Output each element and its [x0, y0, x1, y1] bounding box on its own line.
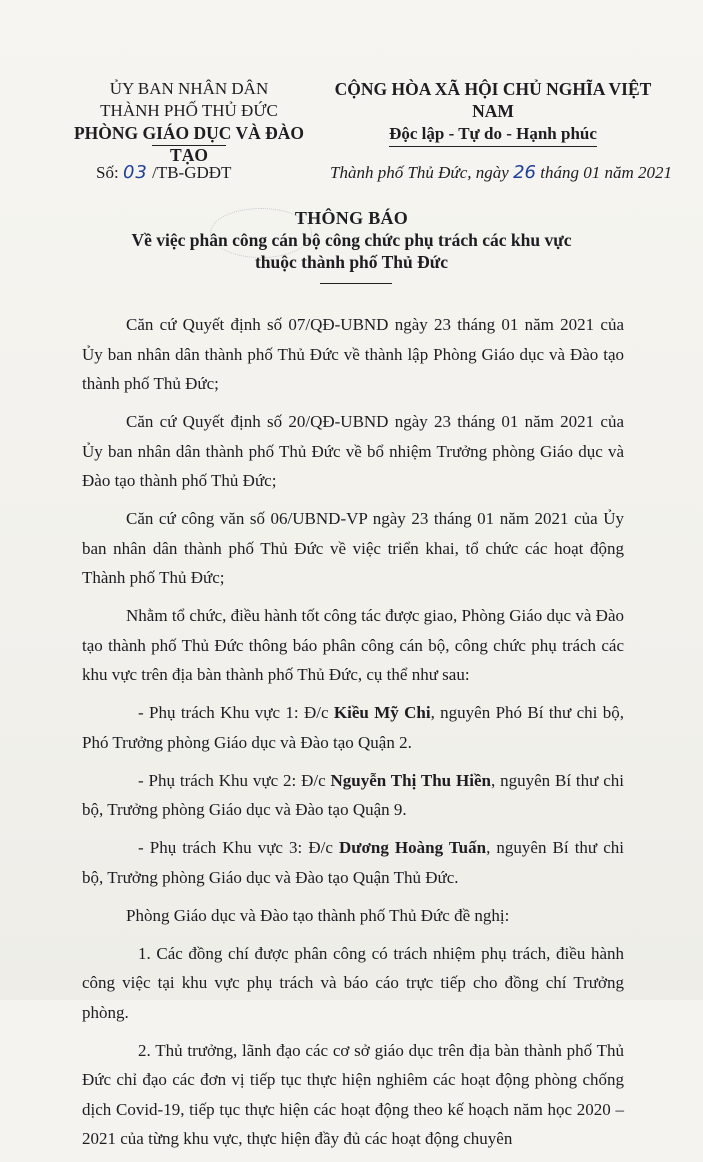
- document-title: [0, 207, 703, 273]
- agency-line-1: ỦY BAN NHÂN DÂN: [109, 79, 269, 98]
- document-number: [96, 162, 231, 183]
- request-item-1: 1. Các đồng chí được phân công có trách nhiệm phụ trách, điều hành công việc tại khu vực phụ trách và báo cáo trực tiếp cho đồng chí Trưởng phòng.: [82, 943, 624, 1022]
- document-date: [330, 162, 672, 183]
- agency-line-3: PHÒNG GIÁO DỤC VÀ ĐÀO TẠO: [73, 123, 305, 165]
- national-motto: Độc lập - Tự do - Hạnh phúc: [389, 123, 597, 147]
- paragraph-basis-2: Căn cứ Quyết định số 20/QĐ-UBND ngày 23 tháng 01 năm 2021 của Ủy ban nhân dân thành phố Thủ Đức về bổ nhiệm Trưởng phòng Giáo dục và Đào tạo thành phố Thủ Đức;: [82, 412, 624, 490]
- paragraph-purpose: Nhằm tổ chức, điều hành tốt công tác được giao, Phòng Giáo dục và Đào tạo thành phố Thủ Đức thông báo phân công cán bộ, công chức phụ trách các khu vực trên địa bàn thành phố Thủ Đức, cụ thể như sau:: [82, 606, 624, 684]
- date-day-handwritten: 26: [513, 162, 536, 183]
- title-line-3: thuộc thành phố Thủ Đức: [254, 252, 449, 272]
- national-header: [318, 78, 668, 147]
- assignment-2-prefix: - Phụ trách Khu vực 2: Đ/c: [138, 770, 331, 790]
- assignment-2-detail: , nguyên Bí thư chi bộ, Trưởng phòng Giáo dục và Đào tạo Quận 9.: [82, 770, 624, 819]
- title-line-1: THÔNG BÁO: [294, 208, 409, 228]
- assignment-3-detail: , nguyên Bí thư chi bộ, Trưởng phòng Giáo dục và Đào tạo Quận Thủ Đức.: [82, 838, 624, 887]
- number-prefix: Số:: [96, 163, 123, 182]
- title-line-2: Về việc phân công cán bộ công chức phụ trách các khu vực: [131, 230, 572, 250]
- assignee-1-name: Kiều Mỹ Chi: [333, 703, 431, 722]
- assignee-3-name: Dương Hoàng Tuấn: [339, 838, 487, 857]
- agency-line-2: THÀNH PHỐ THỦ ĐỨC: [100, 101, 278, 120]
- paragraph-basis-3: Căn cứ công văn số 06/UBND-VP ngày 23 tháng 01 năm 2021 của Ủy ban nhân dân thành phố Thủ Đức về việc triển khai, tổ chức các hoạt động Thành phố Thủ Đức;: [82, 509, 624, 587]
- issuing-agency-header: [58, 78, 320, 166]
- date-part-2: tháng 01 năm 2021: [535, 163, 672, 182]
- document-body: [82, 310, 624, 1162]
- paragraph-basis-1: Căn cứ Quyết định số 07/QĐ-UBND ngày 23 tháng 01 năm 2021 của Ủy ban nhân dân thành phố Thủ Đức về thành lập Phòng Giáo dục và Đào tạo thành phố Thủ Đức;: [82, 315, 624, 393]
- assignment-area-3: [82, 833, 624, 892]
- title-underline: [320, 283, 392, 284]
- assignment-3-prefix: - Phụ trách Khu vực 3: Đ/c: [138, 838, 339, 857]
- assignee-2-name: Nguyễn Thị Thu Hiền: [330, 770, 491, 790]
- assignment-1-detail: , nguyên Phó Bí thư chi bộ, Phó Trưởng phòng Giáo dục và Đào tạo Quận 2.: [82, 703, 624, 752]
- assignment-1-prefix: - Phụ trách Khu vực 1: Đ/c: [138, 703, 334, 722]
- request-item-2: 2. Thủ trưởng, lãnh đạo các cơ sở giáo dục trên địa bàn thành phố Thủ Đức chỉ đạo các đơn vị tiếp tục thực hiện nghiêm các hoạt động phòng chống dịch Covid-19, tiếp tục thực hiện các hoạt động theo kế hoạch năm học 2020 – 2021 của từng khu vực, thực hiện đầy đủ các hoạt động chuyên: [82, 1040, 624, 1148]
- assignment-area-2: [82, 766, 624, 825]
- assignment-area-1: [82, 698, 624, 757]
- paragraph-request-intro: Phòng Giáo dục và Đào tạo thành phố Thủ Đức đề nghị:: [126, 905, 510, 925]
- agency-underline: [152, 145, 226, 146]
- number-suffix: /TB-GDĐT: [147, 163, 232, 182]
- national-title: CỘNG HÒA XÃ HỘI CHỦ NGHĨA VIỆT NAM: [334, 79, 652, 121]
- date-part-1: Thành phố Thủ Đức, ngày: [330, 163, 514, 182]
- number-handwritten: 03: [122, 162, 148, 183]
